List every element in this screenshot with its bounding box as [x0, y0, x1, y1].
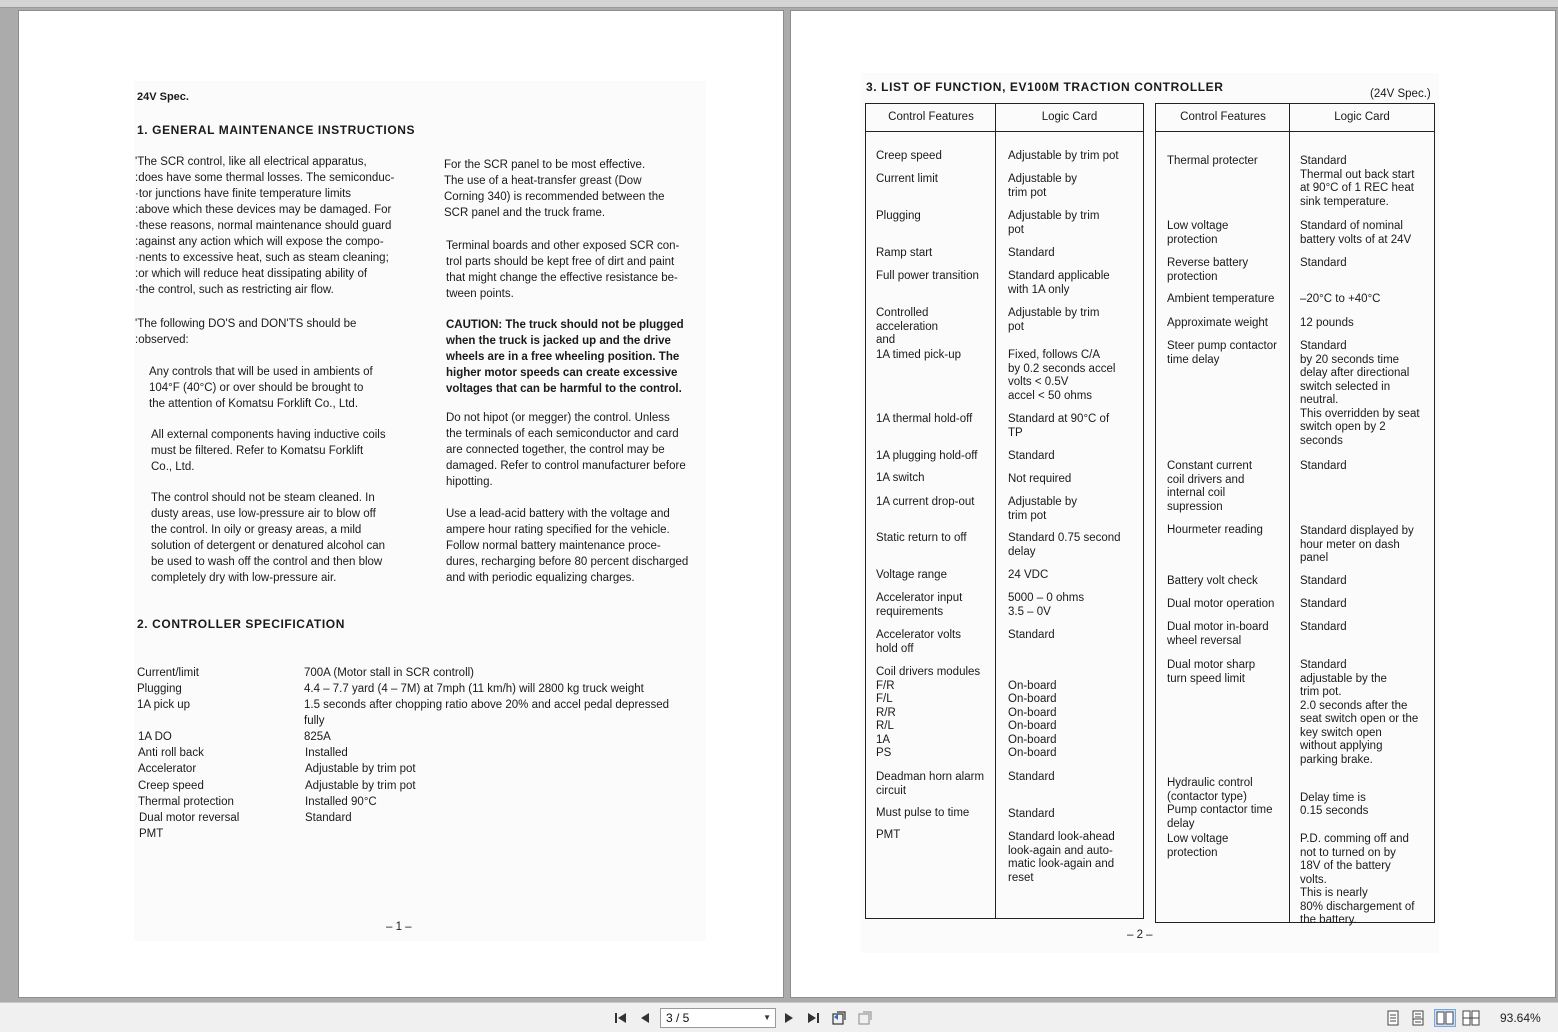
logic-cell: P.D. comming off and not to turned on by 18V of the battery volts. This is nearly 80% dischargement of the battery. — [1300, 833, 1415, 926]
paragraph: All external components having inductive coils must be filtered. Refer to Komatsu Forklift Co., Ltd. — [151, 429, 386, 473]
page-1 — [18, 10, 784, 998]
logic-cell: Standard — [1300, 598, 1347, 610]
logic-cell: Delay time is 0.15 seconds — [1300, 791, 1369, 817]
column-divider — [995, 104, 996, 918]
logic-cell: Standard — [1300, 460, 1347, 472]
continuous-view-icon[interactable] — [1409, 1009, 1427, 1027]
feature-cell: Static return to off — [876, 532, 967, 544]
spec-label: PMT — [139, 828, 164, 840]
spec-value: 700A (Motor stall in SCR controll) — [304, 667, 475, 679]
spec-label: Dual motor reversal — [139, 812, 240, 824]
paragraph: Any controls that will be used in ambients of 104°F (40°C) or over should be brought to the attention of Komatsu Forklift Co., Ltd. — [149, 366, 373, 410]
last-page-icon[interactable] — [804, 1009, 822, 1027]
logic-cell: Standard — [1300, 575, 1347, 587]
spec-tag: 24V Spec. — [137, 91, 189, 103]
spec-label: Accelerator — [138, 763, 197, 775]
single-page-view-icon[interactable] — [1384, 1009, 1402, 1027]
logic-cell: Standard look-ahead look-again and auto- matic look-again and reset — [1008, 831, 1115, 884]
logic-cell: Standard adjustable by the trim pot. 2.0 seconds after the seat switch open or the key switch open without applying parking brake. — [1300, 659, 1419, 766]
logic-cell: Standard — [1300, 257, 1347, 269]
spec-value: Standard — [305, 812, 352, 824]
feature-cell: Controlled acceleration and — [876, 307, 939, 346]
feature-cell: Approximate weight — [1167, 317, 1268, 329]
feature-cell: 1A timed pick-up — [876, 349, 962, 361]
column-divider — [1289, 104, 1290, 922]
paragraph: Terminal boards and other exposed SCR con- trol parts should be kept free of dirt and paint that might change the effective resistance be- tween points. — [446, 240, 680, 300]
feature-cell: Coil drivers modules F/R F/L R/R R/L 1A PS — [876, 666, 981, 759]
feature-cell: 1A thermal hold-off — [876, 413, 973, 425]
column-header: Control Features — [1180, 111, 1266, 123]
logic-cell: Standard displayed by hour meter on dash panel — [1300, 525, 1414, 564]
feature-cell: Ambient temperature — [1167, 293, 1275, 305]
feature-cell: Accelerator volts hold off — [876, 629, 962, 655]
logic-cell: Adjustable by trim pot — [1008, 307, 1100, 333]
feature-cell: Reverse battery protection — [1167, 257, 1249, 283]
column-header: Logic Card — [1334, 111, 1390, 123]
logic-cell: Adjustable by trim pot — [1008, 150, 1119, 162]
feature-cell: Current limit — [876, 173, 938, 185]
feature-cell: Dual motor in-board wheel reversal — [1167, 621, 1269, 647]
section-3-title: 3. LIST OF FUNCTION, EV100M TRACTION CONTROLLER — [866, 80, 1224, 94]
feature-cell: Creep speed — [876, 150, 942, 162]
logic-cell: 5000 – 0 ohms 3.5 – 0V — [1008, 592, 1085, 618]
paragraph: 'The following DO'S and DON'TS should be :observed: — [135, 318, 357, 346]
logic-cell: Not required — [1008, 473, 1072, 485]
feature-cell: Ramp start — [876, 247, 933, 259]
function-table-left — [865, 103, 1144, 919]
feature-cell: Accelerator input requirements — [876, 592, 963, 618]
feature-cell: Deadman horn alarm circuit — [876, 771, 985, 797]
section-2-title: 2. CONTROLLER SPECIFICATION — [137, 617, 345, 631]
paragraph: For the SCR panel to be most effective. The use of a heat-transfer greast (Dow Corning 340) is recommended between the SCR panel and the truck frame. — [444, 159, 665, 219]
paragraph: 'The SCR control, like all electrical apparatus, :does have some thermal losses. The semiconduc- ·tor junctions have finite temperature limits :above which these devices may be damaged. For ·these reasons, normal maintenance should guard :against any action which will expose the compo- ·nents to excessive heat, such as steam cleaning; :or which will reduce heat dissipating ability of ·the control, such as restricting air flow. — [135, 156, 395, 296]
spec-label: 1A pick up — [137, 699, 191, 711]
feature-cell: Constant current coil drivers and internal coil supression — [1167, 460, 1253, 513]
function-table-right — [1155, 103, 1435, 926]
logic-cell: Adjustable by trim pot — [1008, 173, 1078, 199]
spec-label: Thermal protection — [138, 796, 234, 808]
feature-cell: Full power transition — [876, 270, 979, 282]
column-header: Control Features — [888, 111, 974, 123]
continuous-facing-view-icon[interactable] — [1462, 1009, 1480, 1027]
go-forward-icon[interactable] — [856, 1009, 874, 1027]
column-header: Logic Card — [1041, 111, 1098, 123]
logic-cell: 24 VDC — [1008, 569, 1049, 581]
previous-page-icon[interactable] — [636, 1009, 654, 1027]
spec-label: Plugging — [137, 683, 182, 695]
spec-value: 825A — [304, 731, 331, 743]
feature-cell: Voltage range — [876, 569, 947, 581]
spec-value: 4.4 – 7.7 yard (4 – 7M) at 7mph (11 km/h) will 2800 kg truck weight — [304, 683, 644, 695]
logic-cell: Standard — [1008, 450, 1055, 462]
logic-cell: Standard at 90°C of TP — [1008, 413, 1110, 439]
page-number-select[interactable] — [660, 1008, 776, 1028]
logic-cell: Standard — [1008, 808, 1055, 820]
top-border — [0, 0, 1558, 8]
logic-cell: Standard of nominal battery volts of at 24V — [1300, 220, 1412, 246]
page-2 — [790, 10, 1556, 998]
caution-paragraph: CAUTION: The truck should not be plugged when the truck is jacked up and the drive wheels are in a free wheeling position. The higher motor speeds can create excessive voltages that can be harmful to the control. — [446, 319, 684, 395]
zoom-level[interactable]: 93.64% — [1500, 1011, 1541, 1025]
logic-cell: Adjustable by trim pot — [1008, 496, 1078, 522]
paragraph: The control should not be steam cleaned. In dusty areas, use low-pressure air to blow off the control. In oily or greasy areas, a mild solution of detergent or denatured alcohol can be used to wash off the control and then blow completely dry with low-pressure air. — [151, 492, 385, 584]
logic-cell: –20°C to +40°C — [1300, 293, 1381, 305]
feature-cell: Hourmeter reading — [1167, 524, 1263, 536]
feature-cell: Hydraulic control (contactor type) Pump contactor time delay — [1167, 777, 1273, 830]
spec-value: 1.5 seconds after chopping ratio above 20% and accel pedal depressed fully — [304, 699, 670, 727]
paragraph: Do not hipot (or megger) the control. Unless the terminals of each semiconductor and card are connected together, the control may be damaged. Refer to control manufacturer before hipotting. — [446, 412, 686, 488]
page-number: – 1 – — [386, 921, 412, 933]
logic-cell: Standard — [1008, 247, 1055, 259]
dropdown-caret-icon: ▼ — [763, 1013, 771, 1022]
spec-value: Adjustable by trim pot — [305, 780, 416, 792]
feature-cell: PMT — [876, 829, 901, 841]
feature-cell: Must pulse to time — [876, 807, 970, 819]
spec-label: 1A DO — [138, 731, 172, 743]
feature-cell: Steer pump contactor time delay — [1167, 340, 1277, 366]
feature-cell: 1A current drop-out — [876, 496, 975, 508]
spec-value: Installed — [305, 747, 348, 759]
page-indicator: 3 / 5 — [666, 1011, 690, 1025]
logic-cell: Standard — [1008, 771, 1055, 783]
feature-cell: 1A plugging hold-off — [876, 450, 978, 462]
spec-value: Installed 90°C — [305, 796, 377, 808]
logic-cell: Standard — [1300, 621, 1347, 633]
logic-cell: Standard applicable with 1A only — [1008, 270, 1110, 296]
page-number: – 2 – — [1127, 929, 1153, 941]
logic-cell: Standard Thermal out back start at 90°C of 1 REC heat sink temperature. — [1300, 155, 1415, 208]
spec-value: Adjustable by trim pot — [305, 763, 416, 775]
logic-cell: Standard — [1008, 629, 1055, 641]
feature-cell: Battery volt check — [1167, 575, 1258, 587]
paragraph: Use a lead-acid battery with the voltage and ampere hour rating specified for the vehicle. Follow normal battery maintenance proce- dures, recharging before 80 percent discharged and with periodic equalizing charges. — [446, 508, 689, 584]
logic-cell: Adjustable by trim pot — [1008, 210, 1100, 236]
first-page-icon[interactable] — [612, 1009, 630, 1027]
go-back-icon[interactable] — [830, 1009, 848, 1027]
section-1-title: 1. GENERAL MAINTENANCE INSTRUCTIONS — [137, 123, 416, 137]
feature-cell: Thermal protecter — [1167, 155, 1258, 167]
spec-tag: (24V Spec.) — [1370, 88, 1431, 100]
logic-cell: On-board On-board On-board On-board On-board On-board — [1008, 679, 1057, 759]
feature-cell: Low voltage protection — [1167, 220, 1229, 246]
logic-cell: Standard by 20 seconds time delay after directional switch selected in neutral. This overridden by seat switch open by 2 seconds — [1300, 340, 1420, 447]
spec-label: Current/limit — [137, 667, 199, 679]
feature-cell: Dual motor sharp turn speed limit — [1167, 659, 1256, 685]
facing-pages-view-icon[interactable] — [1434, 1009, 1456, 1027]
logic-cell: 12 pounds — [1300, 317, 1354, 329]
spec-label: Creep speed — [138, 780, 204, 792]
feature-cell: Low voltage protection — [1167, 833, 1229, 859]
feature-cell: Dual motor operation — [1167, 598, 1275, 610]
next-page-icon[interactable] — [780, 1009, 798, 1027]
spec-label: Anti roll back — [138, 747, 204, 759]
logic-cell: Standard 0.75 second delay — [1008, 532, 1121, 558]
feature-cell: Plugging — [876, 210, 921, 222]
logic-cell: Fixed, follows C/A by 0.2 seconds accel volts < 0.5V accel < 50 ohms — [1008, 349, 1116, 402]
viewer-toolbar — [0, 1002, 1558, 1032]
feature-cell: 1A switch — [876, 472, 925, 484]
